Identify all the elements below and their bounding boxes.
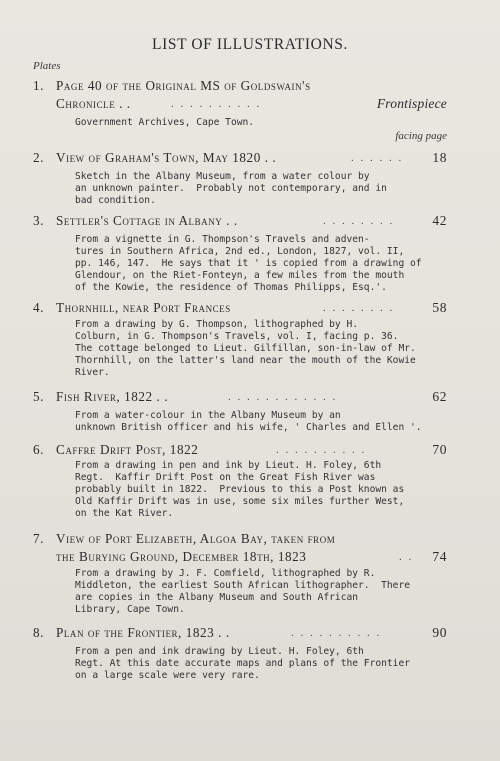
entry-number: 5.: [33, 389, 44, 404]
leader-dots: . . . . . .: [351, 152, 404, 164]
entry-heading: [33, 388, 447, 406]
entry-number: 2.: [33, 150, 44, 165]
entry-number: 7.: [33, 531, 44, 546]
leader-dots: . . . . . . . . . .: [171, 98, 262, 110]
entry-description: From a drawing by J. F. Comfield, lithographed by R. Middleton, the earliest South African lithographer. There are copies in the Albany Museum and South African Library, Cape Town.: [75, 568, 411, 616]
entry-title: View of Port Elizabeth, Algoa Bay, taken from: [56, 531, 336, 546]
entry-heading-continued: [33, 95, 447, 113]
leader-dots: . . . . . . . . . .: [291, 627, 382, 639]
entry-page: 62: [432, 389, 447, 404]
leader-dots: . . . . . . . .: [323, 302, 395, 314]
page-title: LIST OF ILLUSTRATIONS.: [152, 36, 348, 53]
entry-heading: [33, 149, 447, 167]
section-label-plates: Plates: [33, 60, 61, 72]
entry-heading: [33, 77, 447, 95]
entry-title: Fish River, 1822 . .: [56, 389, 169, 404]
entry-page: 74: [432, 549, 447, 564]
leader-dots: . . . . . . . . . .: [276, 444, 367, 456]
leader-dots: . .: [399, 551, 414, 563]
list-item-1: [33, 77, 447, 113]
facing-page-label: facing page: [395, 130, 447, 142]
entry-heading: [33, 441, 447, 459]
entry-heading: [33, 299, 447, 317]
entry-number: 8.: [33, 625, 44, 640]
entry-page: 18: [432, 150, 447, 165]
entry-description: From a drawing in pen and ink by Lieut. H. Foley, 6th Regt. Kaffir Drift Post on the Great Fish River was probably built in 1822. Previous to this a Post known as Old Kaffir Drift was in use, some six miles further West, on the Kat River.: [75, 460, 405, 520]
entry-heading: [33, 212, 447, 230]
entry-description: Sketch in the Albany Museum, from a water colour by an unknown painter. Probably not contemporary, and in bad condition.: [75, 171, 387, 207]
entry-description: From a water-colour in the Albany Museum by an unknown British officer and his wife, ' Charles and Ellen '.: [75, 410, 422, 434]
entry-title: Thornhill, near Port Frances: [56, 300, 231, 315]
list-item-3: [33, 212, 447, 294]
list-item-8: [33, 624, 447, 682]
entry-number: 4.: [33, 300, 44, 315]
entry-heading: [33, 624, 447, 642]
entry-title: Page 40 of the Original MS of Goldswain's: [56, 78, 311, 93]
entry-page: 58: [432, 300, 447, 315]
list-item-4: [33, 299, 447, 379]
entry-page: 70: [432, 442, 447, 457]
list-item-7: [33, 530, 447, 616]
entry-description: From a vignette in G. Thompson's Travels and adven- tures in Southern Africa, 2nd ed., London, 1827, vol. II, pp. 146, 147. He says that it ' is copied from a drawing of Glendour, on the Riet-Fonteyn, a few miles from the mouth of the Kowie, the residence of Thomas Philipps, Esq.'.: [75, 234, 422, 294]
entry-description: From a pen and ink drawing by Lieut. H. Foley, 6th Regt. At this date accurate maps and plans of the Frontier on a large scale were very rare.: [75, 646, 411, 682]
entry-title: Caffre Drift Post, 1822: [56, 442, 199, 457]
entry-description: Government Archives, Cape Town.: [75, 117, 255, 128]
entry-title: Plan of the Frontier, 1823 . .: [56, 625, 230, 640]
entry-number: 1.: [33, 78, 44, 93]
list-item-2: [33, 149, 447, 207]
entry-heading: [33, 530, 447, 548]
leader-dots: . . . . . . . . . . . .: [228, 391, 338, 403]
leader-dots: . . . . . . . .: [323, 215, 395, 227]
list-item-5: [33, 388, 447, 434]
list-item-6: [33, 441, 447, 520]
entry-title-continued: the Burying Ground, December 18th, 1823: [56, 549, 307, 564]
entry-page: Frontispiece: [376, 96, 447, 111]
entry-description: From a drawing by G. Thompson, lithographed by H. Colburn, in G. Thompson's Travels, vol. I, facing p. 36. The cottage belonged to Lieut. Gilfillan, son-in-law of Mr. Thornhill, on the latter's land near the mouth of the Kowie River.: [75, 319, 416, 379]
entry-number: 3.: [33, 213, 44, 228]
entry-title: Settler's Cottage in Albany . .: [56, 213, 238, 228]
entry-heading-continued: [33, 548, 447, 566]
entry-number: 6.: [33, 442, 44, 457]
entry-title: View of Graham's Town, May 1820 . .: [56, 150, 277, 165]
entry-title-continued: Chronicle . .: [56, 96, 131, 111]
entry-page: 42: [432, 213, 447, 228]
entry-page: 90: [432, 625, 447, 640]
